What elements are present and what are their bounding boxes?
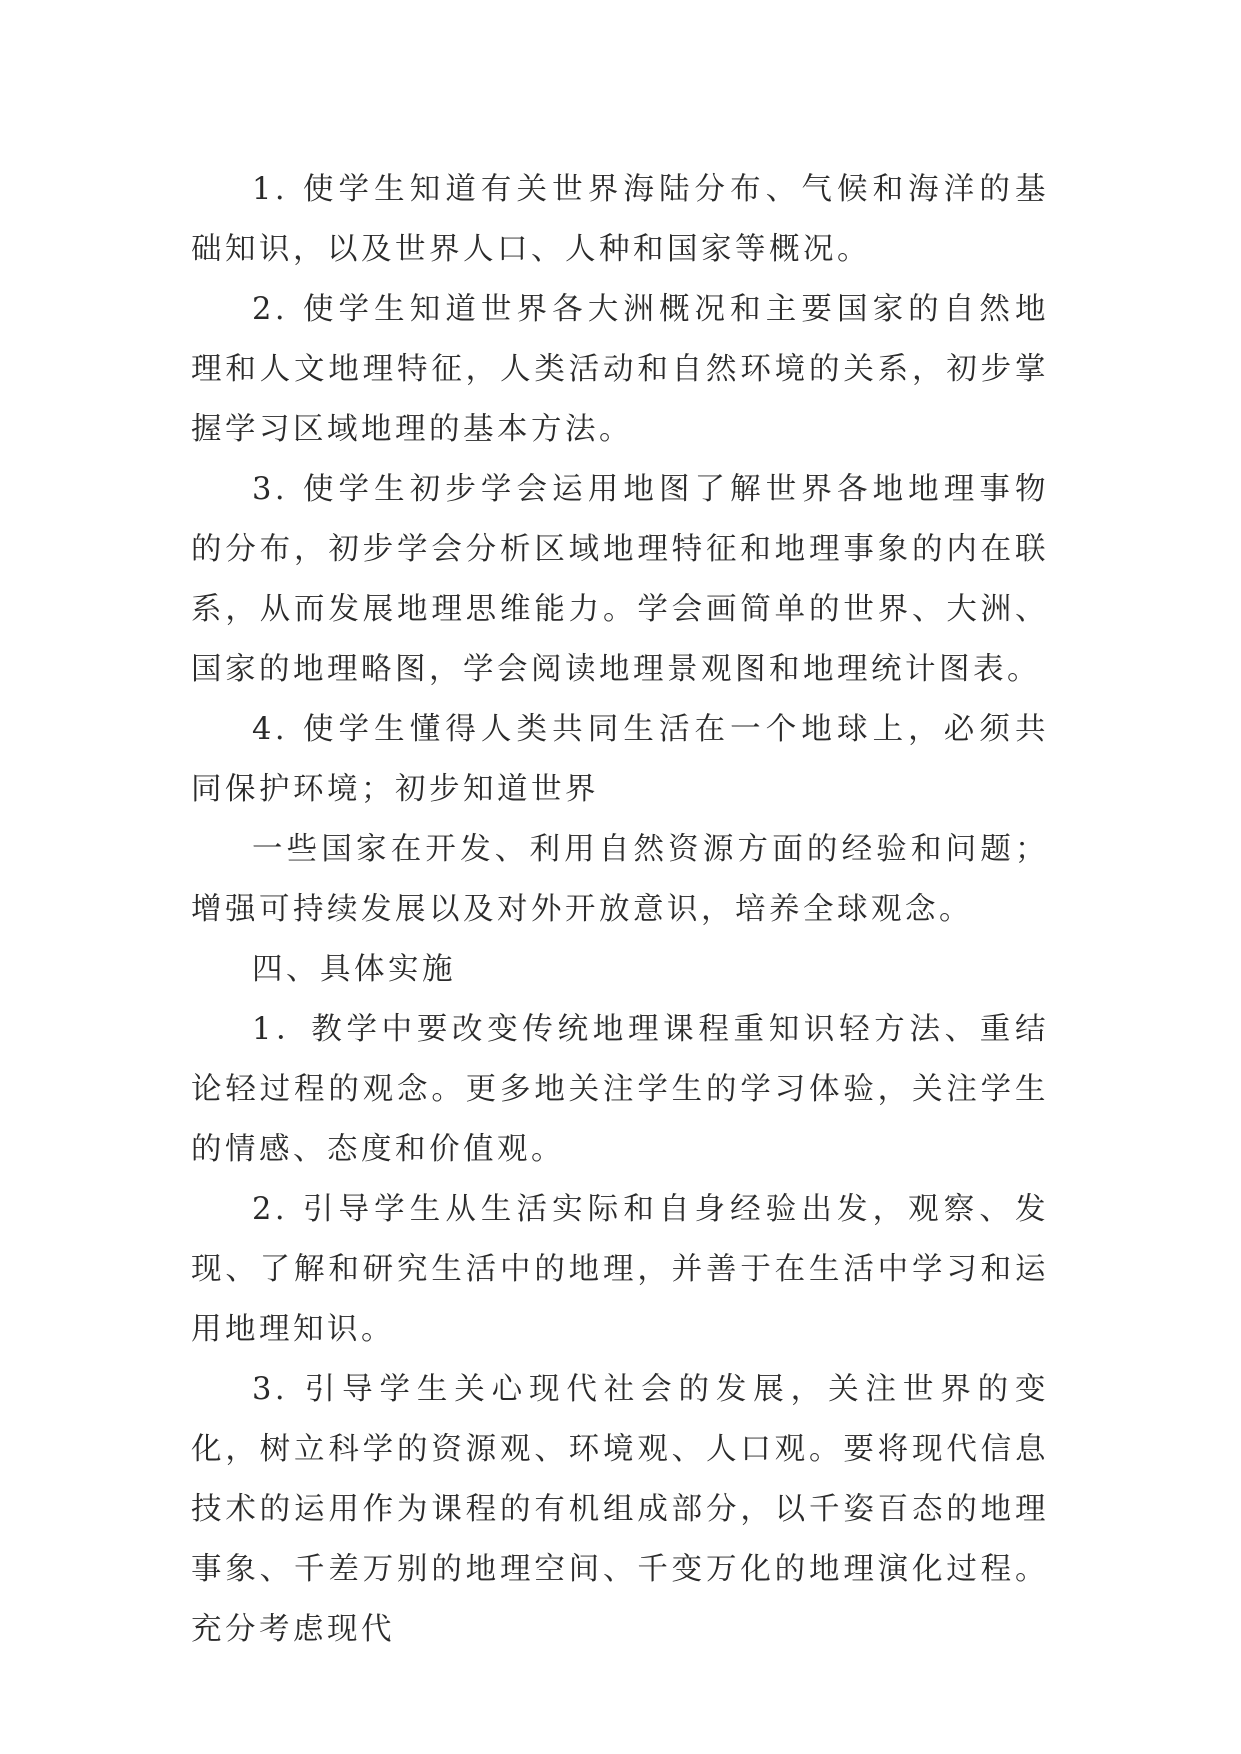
document-body: [191, 160, 1049, 1660]
paragraph-goal-3: 3. 使学生初步学会运用地图了解世界各地地理事物的分布，初步学会分析区域地理特征和地理事象的内在联系，从而发展地理思维能力。学会画简单的世界、大洲、国家的地理略图，学会阅读地理景观图和地理统计图表。: [191, 472, 1049, 687]
paragraph-goal-2: 2. 使学生知道世界各大洲概况和主要国家的自然地理和人文地理特征，人类活动和自然环境的关系，初步掌握学习区域地理的基本方法。: [191, 292, 1049, 447]
paragraph-implementation-3: 3. 引导学生关心现代社会的发展，关注世界的变化，树立科学的资源观、环境观、人口观。要将现代信息技术的运用作为课程的有机组成部分，以千姿百态的地理事象、千差万别的地理空间、千变万化的地理演化过程。充分考虑现代: [191, 1372, 1049, 1647]
paragraph-goal-4: 4. 使学生懂得人类共同生活在一个地球上，必须共同保护环境；初步知道世界: [191, 712, 1049, 807]
section-heading-implementation: 四、具体实施: [252, 952, 456, 987]
paragraph-goal-1: 1. 使学生知道有关世界海陆分布、气候和海洋的基础知识，以及世界人口、人种和国家等概况。: [191, 172, 1049, 267]
paragraph-goal-4-continued: 一些国家在开发、利用自然资源方面的经验和问题；增强可持续发展以及对外开放意识，培养全球观念。: [191, 832, 1049, 927]
paragraph-implementation-2: 2. 引导学生从生活实际和自身经验出发，观察、发现、了解和研究生活中的地理，并善于在生活中学习和运用地理知识。: [191, 1192, 1049, 1347]
paragraph-implementation-1: 1．教学中要改变传统地理课程重知识轻方法、重结论轻过程的观念。更多地关注学生的学习体验，关注学生的情感、态度和价值观。: [191, 1012, 1049, 1167]
